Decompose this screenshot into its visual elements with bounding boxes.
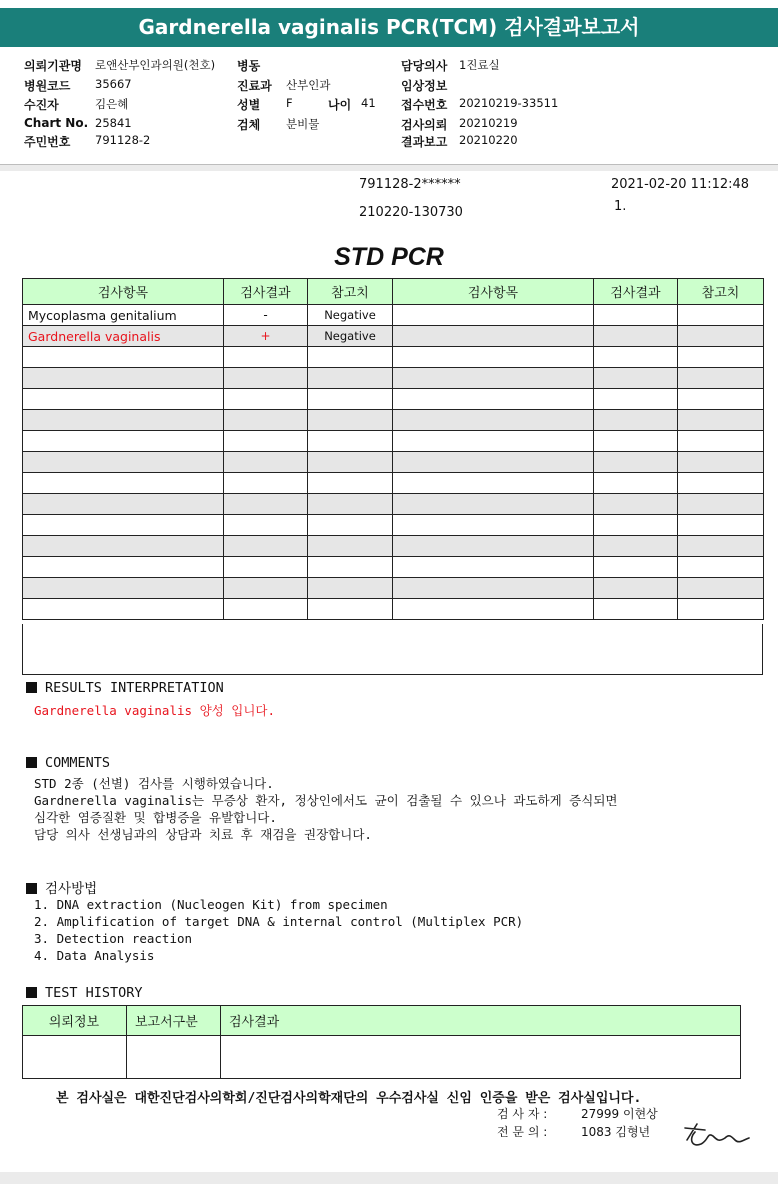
test-reference: Negative xyxy=(308,305,393,326)
history-header-request: 의뢰정보 xyxy=(23,1006,127,1036)
request-label: 검사의뢰 xyxy=(401,118,448,132)
method-body xyxy=(34,896,523,964)
report-title: Gardnerella vaginalis PCR(TCM) 검사결과보고서 xyxy=(0,8,778,47)
report-date-label: 결과보고 xyxy=(401,135,448,149)
signature-image xyxy=(683,1118,753,1150)
institution-label: 의뢰기관명 xyxy=(24,59,82,73)
certification-statement: 본 검사실은 대한진단검사의학회/진단검사의학재단의 우수검사실 신임 인증을 받은 검사실입니다. xyxy=(56,1091,642,1106)
history-heading: TEST HISTORY xyxy=(26,985,143,1001)
patient-value: 김은혜 xyxy=(95,97,129,111)
comment-line: STD 2종 (선별) 검사를 시행하였습니다. xyxy=(34,776,274,791)
comments-body xyxy=(34,775,617,843)
table-row xyxy=(23,473,764,494)
table-row xyxy=(23,305,764,326)
history-table xyxy=(22,1005,741,1079)
specimen-value: 분비물 xyxy=(286,117,320,131)
chart-value: 25841 xyxy=(95,116,132,130)
comment-line: 담당 의사 선생님과의 상담과 치료 후 재검을 권장합니다. xyxy=(34,827,372,842)
doctor-label: 담당의사 xyxy=(401,59,448,73)
sample-number: 210220-130730 xyxy=(359,205,463,220)
doctor-value: 1진료실 xyxy=(459,58,500,72)
history-header-row xyxy=(23,1006,741,1036)
request-value: 20210219 xyxy=(459,116,518,130)
method-line: 2. Amplification of target DNA & internal control (Multiplex PCR) xyxy=(34,914,524,929)
header-reference-2: 참고치 xyxy=(678,279,764,305)
institution-value: 로앤산부인과의원(천호) xyxy=(95,58,216,72)
bottom-band xyxy=(0,1172,778,1184)
table-row xyxy=(23,494,764,515)
comments-heading: COMMENTS xyxy=(26,755,110,771)
method-heading: 검사방법 xyxy=(26,877,97,897)
table-row xyxy=(23,536,764,557)
interpretation-text: Gardnerella vaginalis 양성 입니다. xyxy=(34,703,275,718)
table-row xyxy=(23,1036,741,1079)
ward-label: 병동 xyxy=(237,59,261,73)
receipt-label: 접수번호 xyxy=(401,98,448,112)
results-table-footer xyxy=(22,624,763,675)
table-row xyxy=(23,578,764,599)
age-value: 41 xyxy=(361,96,376,110)
table-row xyxy=(23,389,764,410)
header-result: 검사결과 xyxy=(224,279,308,305)
page-number: 1. xyxy=(614,199,627,214)
method-line: 3. Detection reaction xyxy=(34,931,193,946)
test-result: + xyxy=(224,326,308,347)
receipt-value: 20210219-33511 xyxy=(459,96,559,110)
section-divider xyxy=(0,164,778,171)
sex-label: 성별 xyxy=(237,98,261,112)
clinical-label: 임상정보 xyxy=(401,79,448,93)
test-item: Gardnerella vaginalis xyxy=(23,326,224,347)
hospital-code-value: 35667 xyxy=(95,77,132,91)
dept-value: 산부인과 xyxy=(286,78,331,92)
test-result: - xyxy=(224,305,308,326)
sex-value: F xyxy=(286,96,293,110)
bullet-square-icon xyxy=(26,987,37,998)
specimen-label: 검체 xyxy=(237,118,261,132)
table-row xyxy=(23,431,764,452)
report-date-value: 20210220 xyxy=(459,133,518,147)
bullet-square-icon xyxy=(26,883,37,894)
method-line: 1. DNA extraction (Nucleogen Kit) from specimen xyxy=(34,897,388,912)
test-item: Mycoplasma genitalium xyxy=(23,305,224,326)
masked-id: 791128-2****** xyxy=(359,177,461,192)
results-header-row xyxy=(23,279,764,305)
bullet-square-icon xyxy=(26,682,37,693)
table-row xyxy=(23,326,764,347)
table-row xyxy=(23,368,764,389)
results-table xyxy=(22,278,764,620)
specialist-label: 전 문 의 : xyxy=(497,1125,548,1139)
resident-value: 791128-2 xyxy=(95,133,151,147)
bullet-square-icon xyxy=(26,757,37,768)
comment-line: 심각한 염증질환 및 합병증을 유발합니다. xyxy=(34,810,277,825)
header-item-2: 검사항목 xyxy=(393,279,594,305)
dept-label: 진료과 xyxy=(237,79,272,93)
resident-label: 주민번호 xyxy=(24,135,71,149)
specialist-value: 1083 김형년 xyxy=(581,1125,651,1139)
method-line: 4. Data Analysis xyxy=(34,948,155,963)
patient-label: 수진자 xyxy=(24,98,59,112)
table-row xyxy=(23,347,764,368)
comment-line: Gardnerella vaginalis는 무증상 환자, 정상인에서도 균이 검출될 수 있으나 과도하게 증식되면 xyxy=(34,793,618,808)
header-reference: 참고치 xyxy=(308,279,393,305)
age-label: 나이 xyxy=(328,98,352,112)
hospital-code-label: 병원코드 xyxy=(24,79,71,93)
test-reference: Negative xyxy=(308,326,393,347)
header-item: 검사항목 xyxy=(23,279,224,305)
panel-title: STD PCR xyxy=(334,243,444,271)
history-header-report-type: 보고서구분 xyxy=(127,1006,221,1036)
chart-label: Chart No. xyxy=(24,116,89,130)
table-row xyxy=(23,410,764,431)
print-timestamp: 2021-02-20 11:12:48 xyxy=(611,177,750,192)
tester-value: 27999 이현상 xyxy=(581,1107,658,1121)
table-row xyxy=(23,557,764,578)
interpretation-heading: RESULTS INTERPRETATION xyxy=(26,680,224,696)
tester-label: 검 사 자 : xyxy=(497,1107,548,1121)
table-row xyxy=(23,515,764,536)
table-row xyxy=(23,452,764,473)
header-result-2: 검사결과 xyxy=(594,279,678,305)
table-row xyxy=(23,599,764,620)
history-header-result: 검사결과 xyxy=(221,1006,741,1036)
